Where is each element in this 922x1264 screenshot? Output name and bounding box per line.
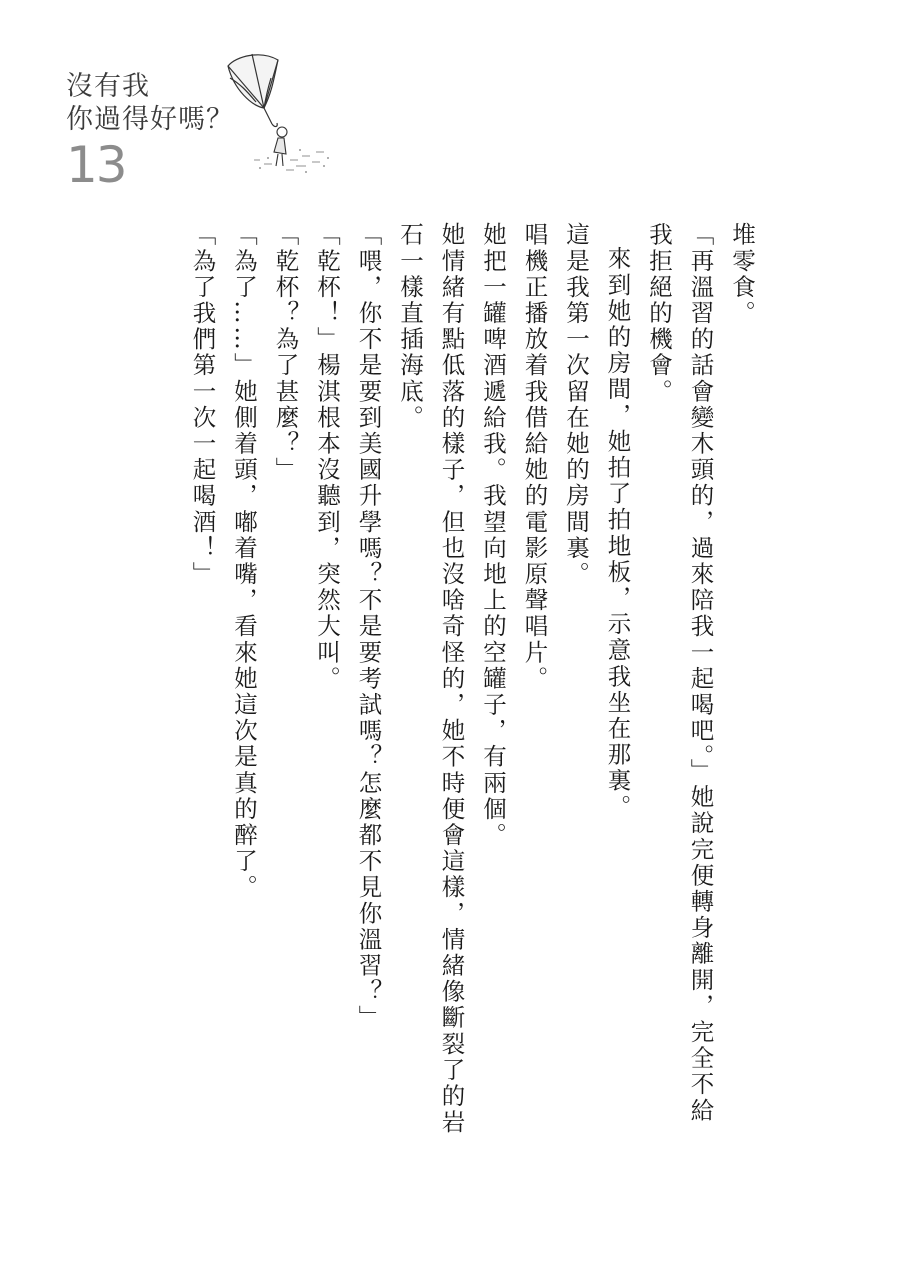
paragraph: 「為了……」她側着頭，嘟着嘴，看來她這次是真的醉了。 xyxy=(230,222,258,901)
book-title-line-1: 沒有我 xyxy=(66,71,150,102)
book-title-line-2: 你過得好嗎？ xyxy=(66,104,234,135)
paragraph: 「為了我們第一次一起喝酒！」 xyxy=(188,222,217,588)
page-number: 13 xyxy=(66,136,126,194)
paragraph: 「乾杯！」楊淇根本沒聽到，突然大叫。 xyxy=(313,222,341,692)
paragraph: 「再溫習的話會變木頭的，過來陪我一起喝吧。」她說完便轉身離開，完全不給我拒絕的機會。 xyxy=(645,222,715,1124)
vertical-body-text xyxy=(181,222,762,1142)
paragraph: 「乾杯？為了甚麼？」 xyxy=(271,222,300,483)
paragraph: 這是我第一次留在她的房間裏。 xyxy=(562,222,590,588)
paragraph: 她把一罐啤酒遞給我。我望向地上的空罐子，有兩個。 xyxy=(479,222,507,849)
paragraph: 她情緒有點低落的樣子，但也沒啥奇怪的，她不時便會這樣，情緒像斷裂了的岩石一樣直插海底。 xyxy=(396,222,466,1136)
page-header xyxy=(66,70,306,200)
paragraph: 唱機正播放着我借給她的電影原聲唱片。 xyxy=(520,222,549,692)
paragraph: 堆零食。 xyxy=(728,222,756,327)
paragraph: 「喂，你不是要到美國升學嗎？不是要考試嗎？怎麼都不見你溫習？」 xyxy=(354,222,383,1032)
paragraph: 來到她的房間，她拍了拍地板，示意我坐在那裏。 xyxy=(603,245,632,820)
umbrella-illustration xyxy=(216,48,356,178)
